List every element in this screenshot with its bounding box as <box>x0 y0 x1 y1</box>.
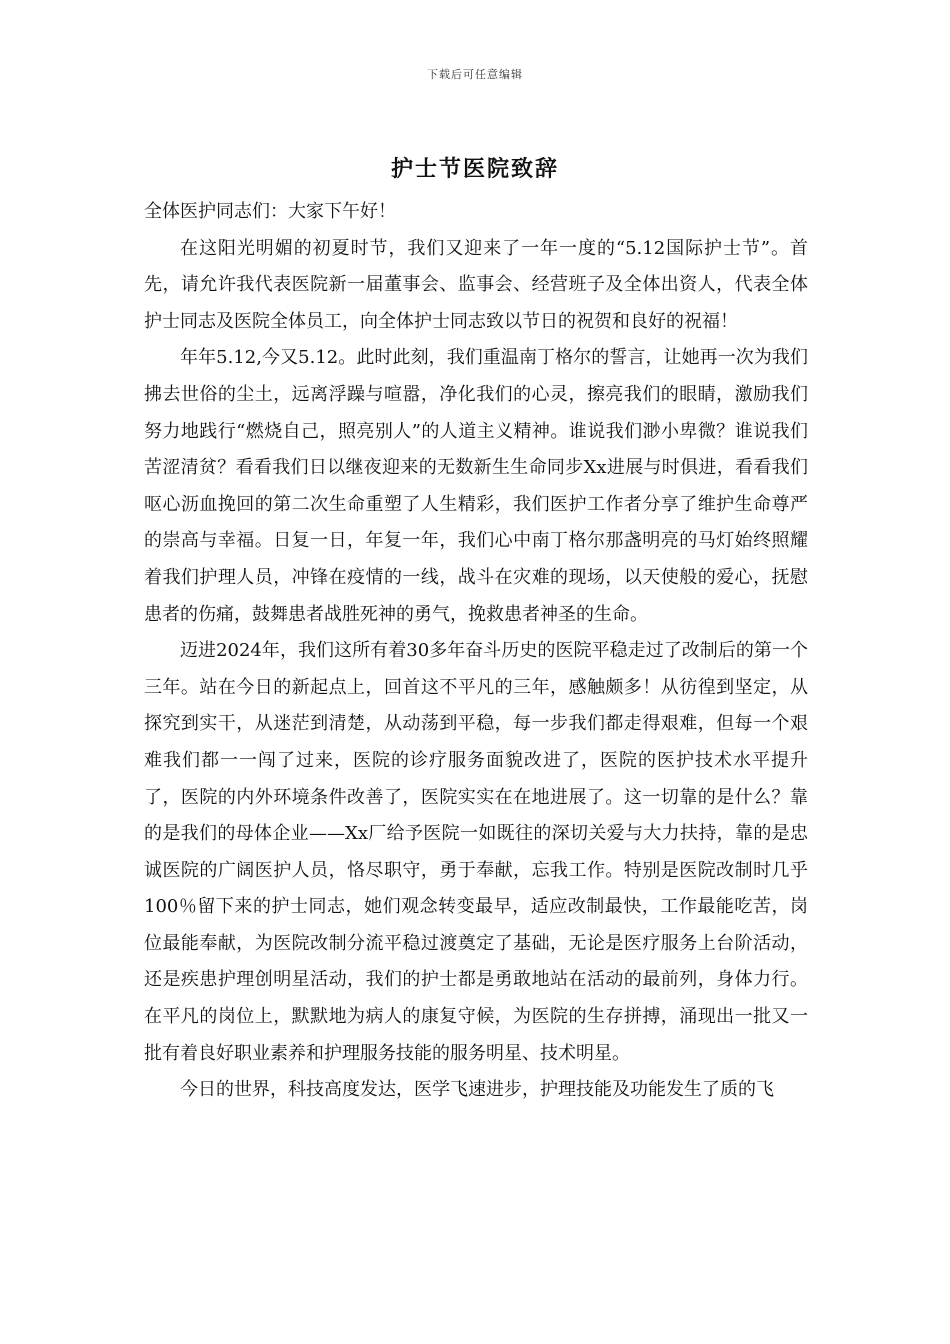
paragraph: 年年5.12,今又5.12。此时此刻，我们重温南丁格尔的誓言，让她再一次为我们拂去世俗的尘土，远离浮躁与喧嚣，净化我们的心灵，擦亮我们的眼睛，激励我们努力地践行“燃烧自己，照亮别人”的人道主义精神。谁说我们渺小卑微？谁说我们苦涩清贫？看看我们日以继夜迎来的无数新生生命同步Xx进展与时俱进，看看我们呕心沥血挽回的第二次生命重塑了人生精彩，我们医护工作者分享了维护生命尊严的崇高与幸福。日复一日，年复一年，我们心中南丁格尔那盏明亮的马灯始终照耀着我们护理人员，冲锋在疫情的一线，战斗在灾难的现场，以天使般的爱心，抚慰患者的伤痛，鼓舞患者战胜死神的勇气，挽救患者神圣的生命。 <box>144 347 808 625</box>
header-note: 下载后可任意编辑 <box>427 68 523 81</box>
salutation: 全体医护同志们：大家下午好！ <box>144 201 396 222</box>
document-body <box>144 194 808 1109</box>
document-title: 护士节医院致辞 <box>390 156 559 182</box>
paragraph: 今日的世界，科技高度发达，医学飞速进步，护理技能及功能发生了质的飞 <box>180 1079 774 1101</box>
paragraph: 在这阳光明媚的初夏时节，我们又迎来了一年一度的“5.12国际护士节”。首先，请允许我代表医院新一届董事会、监事会、经营班子及全体出资人，代表全体护士同志及医院全体员工，向全体护士同志致以节日的祝贺和良好的祝福！ <box>144 237 808 332</box>
paragraph: 迈进2024年，我们这所有着30多年奋斗历史的医院平稳走过了改制后的第一个三年。站在今日的新起点上，回首这不平凡的三年，感触颇多！从彷徨到坚定，从探究到实干，从迷茫到清楚，从动荡到平稳，每一步我们都走得艰难，但每一个艰难我们都一一闯了过来，医院的诊疗服务面貌改进了，医院的医护技术水平提升了，医院的内外环境条件改善了，医院实实在在地进展了。这一切靠的是什么？靠的是我们的母体企业——Xx厂给予医院一如既往的深切关爱与大力扶持，靠的是忠诚医院的广阔医护人员，恪尽职守，勇于奉献，忘我工作。特别是医院改制时几乎100％留下来的护士同志，她们观念转变最早，适应改制最快，工作最能吃苦，岗位最能奉献，为医院改制分流平稳过渡奠定了基础，无论是医疗服务上台阶活动，还是疾患护理创明星活动，我们的护士都是勇敢地站在活动的最前列，身体力行。在平凡的岗位上，默默地为病人的康复守候，为医院的生存拼搏，涌现出一批又一批有着良好职业素养和护理服务技能的服务明星、技术明星。 <box>144 640 808 1064</box>
